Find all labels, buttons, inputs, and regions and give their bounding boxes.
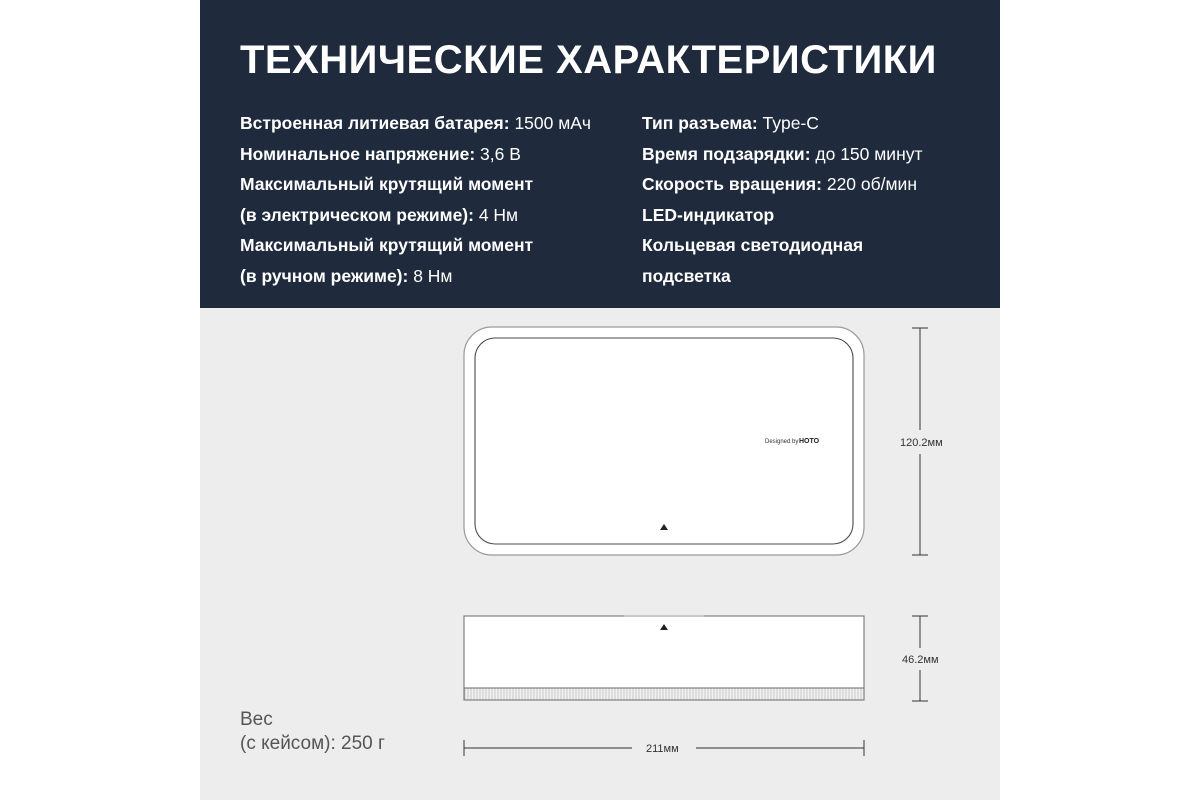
spec-value: Type-C bbox=[757, 113, 819, 133]
spec-value: 4 Нм bbox=[473, 204, 519, 225]
spec-line bbox=[240, 108, 620, 139]
front-view bbox=[464, 616, 864, 700]
spec-label: Скорость вращения: bbox=[642, 174, 822, 194]
spec-value: 3,6 В bbox=[475, 143, 521, 164]
brand-name-text: HOTO bbox=[799, 438, 820, 445]
spec-label: Тип разъема: bbox=[642, 113, 758, 133]
spec-value: 220 об/мин bbox=[821, 174, 917, 194]
spec-line bbox=[642, 200, 972, 231]
spec-line bbox=[642, 139, 972, 170]
width-dimension bbox=[464, 740, 864, 756]
spec-value: 1500 мАч bbox=[509, 113, 592, 133]
width-label: 211мм bbox=[646, 743, 679, 755]
spec-line bbox=[240, 200, 620, 231]
weight-info bbox=[240, 708, 385, 756]
spec-line bbox=[642, 108, 972, 139]
spec-value: 8 Нм bbox=[408, 265, 453, 286]
spec-label: Время подзарядки: bbox=[642, 143, 811, 164]
spec-line bbox=[240, 261, 620, 292]
spec-line bbox=[642, 230, 972, 261]
spec-label: Кольцевая светодиодная bbox=[642, 235, 864, 255]
spec-line bbox=[642, 261, 972, 292]
spec-label: Максимальный крутящий момент bbox=[240, 174, 534, 194]
spec-label: подсветка bbox=[642, 265, 731, 286]
spec-label: (в ручном режиме): bbox=[240, 265, 409, 286]
spec-line bbox=[240, 230, 620, 261]
weight-value: (с кейсом): 250 г bbox=[240, 733, 385, 754]
spec-line bbox=[642, 169, 972, 200]
page-title: ТЕХНИЧЕСКИЕ ХАРАКТЕРИСТИКИ bbox=[240, 38, 937, 82]
spec-label: Максимальный крутящий момент bbox=[240, 235, 534, 255]
specs-right-column bbox=[642, 108, 972, 291]
height-label: 120.2мм bbox=[900, 437, 943, 449]
brand-small-text: Designed by bbox=[765, 439, 799, 445]
top-view bbox=[464, 327, 864, 555]
specs-left-column bbox=[240, 108, 620, 291]
speaker-grille bbox=[464, 688, 864, 700]
spec-header bbox=[200, 0, 1000, 308]
depth-dimension bbox=[902, 616, 939, 701]
depth-label: 46.2мм bbox=[902, 654, 939, 666]
spec-card bbox=[200, 0, 1000, 800]
spec-label: Номинальное напряжение: bbox=[240, 143, 476, 164]
spec-line bbox=[240, 169, 620, 200]
spec-label: (в электрическом режиме): bbox=[240, 204, 474, 225]
height-dimension bbox=[900, 328, 943, 555]
spec-label: Встроенная литиевая батарея: bbox=[240, 113, 510, 133]
spec-line bbox=[240, 139, 620, 170]
spec-value: до 150 минут bbox=[810, 143, 923, 164]
spec-label: LED-индикатор bbox=[642, 204, 775, 225]
weight-label: Вес bbox=[240, 709, 273, 730]
